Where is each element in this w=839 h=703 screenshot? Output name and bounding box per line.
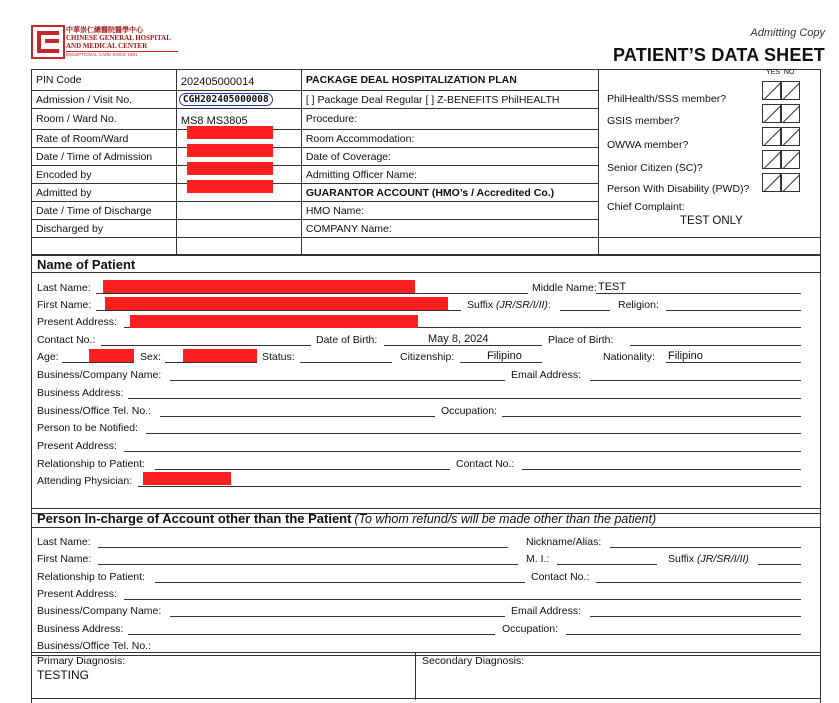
- hospital-logo: [31, 25, 65, 59]
- admin-label: Admission / Visit No.: [32, 91, 177, 109]
- ic-suffix-text: Suffix: [668, 553, 697, 565]
- citizenship-line[interactable]: [460, 362, 542, 363]
- primary-diagnosis-value: TESTING: [37, 668, 90, 682]
- ic-relationship-label: Relationship to Patient:: [37, 571, 145, 583]
- ic-occupation-line[interactable]: [566, 634, 801, 635]
- business-address-label: Business Address:: [37, 387, 124, 399]
- package-options: [ ] Package Deal Regular [ ] Z-BENEFITS PhilHEALTH: [301, 91, 598, 109]
- ic-contact-label: Contact No.:: [531, 571, 590, 583]
- hmo-name-label: HMO Name:: [301, 202, 598, 220]
- no-label: NO: [783, 69, 795, 76]
- admin-label: Rate of Room/Ward: [32, 130, 177, 148]
- guarantor-title: GUARANTOR ACCOUNT (HMO’s / Accredited Co.): [301, 184, 598, 202]
- ic-present-address-line[interactable]: [124, 599, 801, 600]
- admission-no-value: [176, 91, 301, 109]
- redaction-box: [143, 472, 231, 485]
- owwa-no-box[interactable]: [781, 127, 800, 146]
- ic-suffix-line[interactable]: [758, 564, 801, 565]
- middle-name-label: Middle Name:: [532, 282, 597, 294]
- first-name-label: First Name:: [37, 299, 92, 311]
- package-plan-title: PACKAGE DEAL HOSPITALIZATION PLAN: [301, 70, 598, 91]
- pob-label: Place of Birth:: [548, 334, 614, 346]
- primary-diagnosis-label: Primary Diagnosis:: [37, 655, 126, 667]
- age-label: Age:: [37, 351, 59, 363]
- yes-label: YES: [766, 69, 781, 76]
- redaction-box: [183, 349, 257, 362]
- admin-label: Admitted by: [32, 184, 177, 202]
- hospital-tagline: EXCEPTIONAL CARE SINCE 1891: [66, 51, 178, 57]
- procedure-label: Procedure:: [301, 109, 598, 130]
- company-name-label: COMPANY Name:: [301, 220, 598, 238]
- nationality-value: Filipino: [668, 350, 703, 362]
- room-ward-value: MS8 MS3805: [176, 109, 301, 130]
- patient-header-row: [31, 254, 821, 273]
- ic-business-address-line[interactable]: [128, 634, 495, 635]
- suffix-hint: (JR/SR/I/II): [496, 299, 548, 311]
- diagnosis-bottom-line: [31, 698, 821, 699]
- admin-label: Date / Time of Discharge: [32, 202, 177, 220]
- last-name-line[interactable]: [96, 293, 528, 294]
- ic-last-name-line[interactable]: [98, 547, 508, 548]
- religion-label: Religion:: [618, 299, 659, 311]
- business-company-line[interactable]: [170, 380, 505, 381]
- dob-label: Date of Birth:: [316, 334, 378, 346]
- ic-mi-label: M. I.:: [526, 553, 550, 565]
- gsis-question: GSIS member?: [607, 115, 680, 127]
- occupation-line[interactable]: [502, 416, 801, 417]
- ic-first-name-label: First Name:: [37, 553, 92, 565]
- philhealth-question: PhilHealth/SSS member?: [607, 93, 727, 105]
- redaction-box: [103, 280, 415, 293]
- business-tel-line[interactable]: [160, 416, 435, 417]
- admission-no-highlight: CGH202405000008: [179, 93, 273, 106]
- ic-business-tel-label: Business/Office Tel. No.:: [37, 640, 151, 652]
- attending-physician-label: Attending Physician:: [37, 475, 133, 487]
- business-company-label: Business/Company Name:: [37, 369, 162, 381]
- religion-line[interactable]: [666, 310, 801, 311]
- hospital-name-line2: AND MEDICAL CENTER: [66, 42, 148, 50]
- ic-business-address-label: Business Address:: [37, 623, 124, 635]
- relationship-label: Relationship to Patient:: [37, 458, 145, 470]
- ic-last-name-label: Last Name:: [37, 536, 91, 548]
- citizenship-value: Filipino: [487, 350, 522, 362]
- business-address-line[interactable]: [128, 398, 801, 399]
- middle-name-line[interactable]: [596, 293, 801, 294]
- admin-label: PIN Code: [32, 70, 177, 91]
- redaction-box: [187, 126, 273, 139]
- last-name-label: Last Name:: [37, 282, 91, 294]
- status-label: Status:: [262, 351, 295, 363]
- gsis-no-box[interactable]: [781, 104, 800, 123]
- contact-no2-label: Contact No.:: [456, 458, 515, 470]
- patient-section-title: Name of Patient: [37, 257, 136, 272]
- present-address-label: Present Address:: [37, 316, 117, 328]
- present-address2-label: Present Address:: [37, 440, 117, 452]
- discharge-date-value: [176, 202, 301, 220]
- admin-label: Discharged by: [32, 220, 177, 238]
- pin-code-value: 202405000014: [176, 70, 301, 91]
- date-coverage-label: Date of Coverage:: [301, 148, 598, 166]
- blank-cell: [32, 238, 177, 256]
- ic-business-company-label: Business/Company Name:: [37, 605, 162, 617]
- pob-line[interactable]: [630, 345, 801, 346]
- middle-name-value: TEST: [598, 281, 627, 293]
- gsis-yes-box[interactable]: [762, 104, 781, 123]
- ic-suffix-label: [668, 553, 749, 565]
- ic-mi-line[interactable]: [557, 564, 657, 565]
- email-label: Email Address:: [511, 369, 582, 381]
- senior-no-box[interactable]: [781, 150, 800, 169]
- admin-label: Date / Time of Admission: [32, 148, 177, 166]
- suffix-text: Suffix: [467, 299, 496, 311]
- ic-relationship-line[interactable]: [155, 582, 525, 583]
- ic-present-address-label: Present Address:: [37, 588, 117, 600]
- senior-yes-box[interactable]: [762, 150, 781, 169]
- admin-label: Room / Ward No.: [32, 109, 177, 130]
- contact-no-line[interactable]: [101, 345, 311, 346]
- owwa-yes-box[interactable]: [762, 127, 781, 146]
- nationality-label: Nationality:: [603, 351, 655, 363]
- email-line[interactable]: [590, 380, 801, 381]
- ic-nickname-line[interactable]: [610, 547, 801, 548]
- ic-suffix-hint: (JR/SR/I/II): [697, 553, 749, 565]
- nationality-line[interactable]: [666, 362, 801, 363]
- ic-business-company-line[interactable]: [170, 616, 505, 617]
- philhealth-yes-box[interactable]: [762, 81, 781, 100]
- redaction-box: [130, 315, 418, 328]
- contact-no-label: Contact No.:: [37, 334, 96, 346]
- ic-nickname-label: Nickname/Alias:: [526, 536, 602, 548]
- senior-question: Senior Citizen (SC)?: [607, 162, 703, 174]
- admitting-officer-label: Admitting Officer Name:: [301, 166, 598, 184]
- blank-cell: [176, 238, 301, 256]
- hospital-name-line1: CHINESE GENERAL HOSPITAL: [66, 34, 171, 42]
- age-line[interactable]: [62, 362, 134, 363]
- redaction-box: [89, 349, 134, 362]
- blank-cell: [301, 238, 598, 256]
- first-name-line[interactable]: [96, 310, 461, 311]
- ic-contact-line[interactable]: [596, 582, 801, 583]
- owwa-question: OWWA member?: [607, 139, 689, 151]
- incharge-title: [37, 511, 656, 526]
- blank-cell: [598, 238, 820, 256]
- hospital-name-chinese: 中華崇仁總醫院醫學中心: [66, 26, 143, 34]
- copy-label: Admitting Copy: [750, 27, 825, 39]
- ic-email-label: Email Address:: [511, 605, 582, 617]
- occupation-label: Occupation:: [441, 405, 498, 417]
- chief-complaint-value: TEST ONLY: [680, 215, 743, 227]
- person-notified-line[interactable]: [146, 433, 801, 434]
- secondary-diagnosis-label: Secondary Diagnosis:: [422, 655, 525, 667]
- pwd-yes-box[interactable]: [762, 173, 781, 192]
- pwd-no-box[interactable]: [781, 173, 800, 192]
- status-line[interactable]: [300, 362, 392, 363]
- yes-no-header: [766, 69, 794, 76]
- pwd-question: Person With Disability (PWD)?: [607, 183, 750, 195]
- relationship-line[interactable]: [155, 469, 450, 470]
- discharged-by-value: [176, 220, 301, 238]
- contact-no2-line[interactable]: [522, 469, 801, 470]
- hospital-name: [66, 26, 171, 50]
- sex-line[interactable]: [165, 362, 257, 363]
- chief-complaint-label: Chief Complaint:: [607, 201, 685, 213]
- dob-line[interactable]: [384, 345, 542, 346]
- suffix-label: Suffix (JR/SR/I/II):: [467, 299, 551, 311]
- philhealth-no-box[interactable]: [781, 81, 800, 100]
- ic-occupation-label: Occupation:: [502, 623, 559, 635]
- admin-label: Encoded by: [32, 166, 177, 184]
- incharge-section-title: Person In-charge of Account other than the Patient: [37, 511, 352, 526]
- attending-physician-line[interactable]: [138, 486, 801, 487]
- suffix-line[interactable]: [560, 310, 610, 311]
- room-accommodation-label: Room Accommodation:: [301, 130, 598, 148]
- diagnosis-divider: [415, 652, 416, 700]
- ic-email-line[interactable]: [590, 616, 801, 617]
- redaction-box: [105, 297, 448, 310]
- page-title: PATIENT’S DATA SHEET: [612, 45, 825, 65]
- redaction-box: [187, 180, 273, 193]
- person-notified-label: Person to be Notified:: [37, 422, 138, 434]
- business-tel-label: Business/Office Tel. No.:: [37, 405, 151, 417]
- dob-value: May 8, 2024: [428, 333, 489, 345]
- incharge-section-note: (To whom refund/s will be made other than the patient): [354, 512, 657, 526]
- sex-label: Sex:: [140, 351, 162, 363]
- ic-first-name-line[interactable]: [98, 564, 518, 565]
- redaction-box: [187, 144, 273, 157]
- citizenship-label: Citizenship:: [400, 351, 455, 363]
- redaction-box: [187, 162, 273, 175]
- present-address2-line[interactable]: [124, 451, 801, 452]
